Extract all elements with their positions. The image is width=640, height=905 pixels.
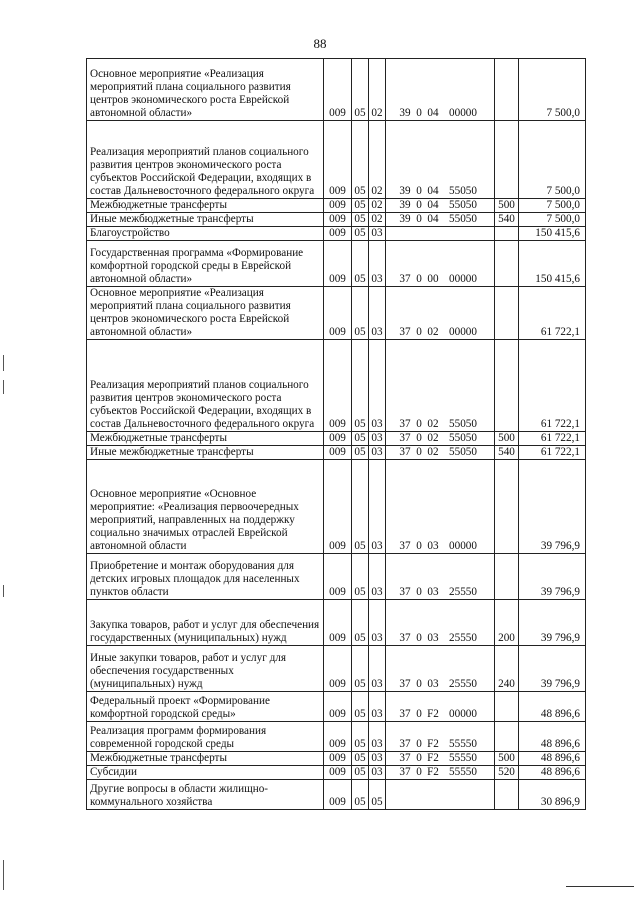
subsection-code-cell: 03 <box>369 646 386 692</box>
target-code-part: 0 <box>416 632 422 644</box>
target-code-cell <box>386 446 495 460</box>
amount-cell: 7 500,0 <box>519 213 586 227</box>
ministry-code-cell: 009 <box>324 121 352 199</box>
row-name-cell: Закупка товаров, работ и услуг для обеспечения государственных (муниципальных) нужд <box>87 600 324 646</box>
section-code-cell: 05 <box>352 227 369 241</box>
target-code-part: 04 <box>427 213 439 225</box>
expense-type-cell <box>495 287 519 340</box>
section-code-cell: 05 <box>352 241 369 287</box>
target-code-cell <box>386 199 495 213</box>
target-code-part: 02 <box>427 432 439 444</box>
table-row <box>87 766 586 780</box>
table-row <box>87 213 586 227</box>
subsection-code-cell: 05 <box>369 780 386 810</box>
amount-cell: 7 500,0 <box>519 199 586 213</box>
expense-type-cell <box>495 692 519 722</box>
ministry-code-cell: 009 <box>324 722 352 752</box>
ministry-code-cell: 009 <box>324 227 352 241</box>
table-row <box>87 121 586 199</box>
target-code-part: 0 <box>416 418 422 430</box>
ministry-code-cell: 009 <box>324 446 352 460</box>
target-code-part: 0 <box>416 540 422 552</box>
target-code-part: 37 <box>399 752 411 764</box>
row-name-cell: Другие вопросы в области жилищно-коммунального хозяйства <box>87 780 324 810</box>
scan-margin-mark <box>3 585 4 597</box>
subsection-code-cell: 03 <box>369 722 386 752</box>
target-code-part: F2 <box>427 708 439 720</box>
target-code-cell <box>386 213 495 227</box>
target-code-part: 39 <box>399 185 411 197</box>
expense-type-cell <box>495 241 519 287</box>
target-code-part: 02 <box>427 326 439 338</box>
amount-cell: 30 896,9 <box>519 780 586 810</box>
row-name-cell: Основное мероприятие «Реализация мероприятий плана социального развития центров экономического роста Еврейской автономной области» <box>87 59 324 121</box>
target-code-part: 37 <box>399 432 411 444</box>
target-code-part: 37 <box>399 678 411 690</box>
target-code-cell <box>386 554 495 600</box>
target-code-cell <box>386 121 495 199</box>
target-code-part: 55050 <box>449 418 477 430</box>
section-code-cell: 05 <box>352 554 369 600</box>
target-code-cell <box>386 432 495 446</box>
table-row <box>87 692 586 722</box>
expense-type-cell <box>495 340 519 432</box>
amount-cell: 61 722,1 <box>519 340 586 432</box>
target-code-part: 0 <box>416 185 422 197</box>
amount-cell: 48 896,6 <box>519 692 586 722</box>
amount-cell: 39 796,9 <box>519 554 586 600</box>
target-code-part: 0 <box>416 678 422 690</box>
target-code-part: 37 <box>399 708 411 720</box>
target-code-part: 00000 <box>449 540 477 552</box>
ministry-code-cell: 009 <box>324 432 352 446</box>
table-row <box>87 340 586 432</box>
amount-cell: 61 722,1 <box>519 287 586 340</box>
target-code-part: 37 <box>399 632 411 644</box>
target-code-cell <box>386 287 495 340</box>
target-code-cell <box>386 646 495 692</box>
section-code-cell: 05 <box>352 600 369 646</box>
expense-type-cell: 520 <box>495 766 519 780</box>
target-code-part: 04 <box>427 185 439 197</box>
target-code-part: 00 <box>427 273 439 285</box>
table-row <box>87 446 586 460</box>
expense-type-cell: 500 <box>495 432 519 446</box>
row-name-cell: Иные межбюджетные трансферты <box>87 446 324 460</box>
subsection-code-cell: 02 <box>369 199 386 213</box>
section-code-cell: 05 <box>352 121 369 199</box>
target-code-part: 0 <box>416 273 422 285</box>
subsection-code-cell: 03 <box>369 241 386 287</box>
section-code-cell: 05 <box>352 446 369 460</box>
row-name-cell: Иные закупки товаров, работ и услуг для обеспечения государственных (муниципальных) нужд <box>87 646 324 692</box>
table-row <box>87 227 586 241</box>
ministry-code-cell: 009 <box>324 199 352 213</box>
section-code-cell: 05 <box>352 199 369 213</box>
subsection-code-cell: 03 <box>369 554 386 600</box>
target-code-part: 0 <box>416 213 422 225</box>
table-row <box>87 287 586 340</box>
table-row <box>87 780 586 810</box>
target-code-cell <box>386 460 495 554</box>
subsection-code-cell: 03 <box>369 460 386 554</box>
subsection-code-cell: 03 <box>369 432 386 446</box>
table-row <box>87 752 586 766</box>
expense-type-cell: 540 <box>495 213 519 227</box>
target-code-part: 55050 <box>449 185 477 197</box>
amount-cell: 39 796,9 <box>519 600 586 646</box>
row-name-cell: Межбюджетные трансферты <box>87 199 324 213</box>
target-code-part: 0 <box>416 752 422 764</box>
target-code-part: 37 <box>399 586 411 598</box>
target-code-part: 39 <box>399 107 411 119</box>
amount-cell: 61 722,1 <box>519 446 586 460</box>
amount-cell: 150 415,6 <box>519 227 586 241</box>
target-code-part: 0 <box>416 432 422 444</box>
row-name-cell: Субсидии <box>87 766 324 780</box>
target-code-part: 55050 <box>449 213 477 225</box>
scan-margin-mark <box>3 860 4 890</box>
section-code-cell: 05 <box>352 752 369 766</box>
table-row <box>87 722 586 752</box>
table-row <box>87 600 586 646</box>
row-name-cell: Реализация программ формирования современной городской среды <box>87 722 324 752</box>
row-name-cell: Реализация мероприятий планов социального развития центров экономического роста субъектов Российской Федерации, входящих в состав Дальневосточного федерального округа <box>87 121 324 199</box>
target-code-part: 0 <box>416 586 422 598</box>
target-code-part: 55050 <box>449 432 477 444</box>
target-code-part: 0 <box>416 738 422 750</box>
expense-type-cell <box>495 59 519 121</box>
budget-table <box>86 58 586 810</box>
expense-type-cell <box>495 722 519 752</box>
amount-cell: 39 796,9 <box>519 646 586 692</box>
ministry-code-cell: 009 <box>324 766 352 780</box>
target-code-part: 02 <box>427 446 439 458</box>
ministry-code-cell: 009 <box>324 460 352 554</box>
section-code-cell: 05 <box>352 692 369 722</box>
target-code-part: 03 <box>427 632 439 644</box>
target-code-part: 03 <box>427 586 439 598</box>
expense-type-cell <box>495 121 519 199</box>
row-name-cell: Благоустройство <box>87 227 324 241</box>
expense-type-cell <box>495 227 519 241</box>
expense-type-cell: 240 <box>495 646 519 692</box>
subsection-code-cell: 02 <box>369 59 386 121</box>
table-row <box>87 460 586 554</box>
target-code-part: F2 <box>427 766 439 778</box>
row-name-cell: Межбюджетные трансферты <box>87 752 324 766</box>
target-code-part: 04 <box>427 107 439 119</box>
ministry-code-cell: 009 <box>324 287 352 340</box>
target-code-part: 55050 <box>449 446 477 458</box>
target-code-part: 04 <box>427 199 439 211</box>
subsection-code-cell: 03 <box>369 752 386 766</box>
row-name-cell: Основное мероприятие «Реализация мероприятий плана социального развития центров экономического роста Еврейской автономной области» <box>87 287 324 340</box>
section-code-cell: 05 <box>352 766 369 780</box>
table-row <box>87 554 586 600</box>
target-code-part: 37 <box>399 766 411 778</box>
ministry-code-cell: 009 <box>324 692 352 722</box>
amount-cell: 39 796,9 <box>519 460 586 554</box>
target-code-part: 0 <box>416 199 422 211</box>
target-code-part: 0 <box>416 766 422 778</box>
ministry-code-cell: 009 <box>324 213 352 227</box>
section-code-cell: 05 <box>352 460 369 554</box>
table-row <box>87 432 586 446</box>
table-row <box>87 59 586 121</box>
ministry-code-cell: 009 <box>324 752 352 766</box>
expense-type-cell <box>495 460 519 554</box>
amount-cell: 61 722,1 <box>519 432 586 446</box>
target-code-part: 37 <box>399 418 411 430</box>
row-name-cell: Федеральный проект «Формирование комфортной городской среды» <box>87 692 324 722</box>
target-code-cell <box>386 692 495 722</box>
row-name-cell: Реализация мероприятий планов социального развития центров экономического роста субъектов Российской Федерации, входящих в состав Дальневосточного федерального округа <box>87 340 324 432</box>
target-code-part: 0 <box>416 708 422 720</box>
amount-cell: 48 896,6 <box>519 766 586 780</box>
target-code-part: 37 <box>399 326 411 338</box>
expense-type-cell: 540 <box>495 446 519 460</box>
target-code-cell <box>386 340 495 432</box>
section-code-cell: 05 <box>352 287 369 340</box>
subsection-code-cell: 03 <box>369 692 386 722</box>
ministry-code-cell: 009 <box>324 780 352 810</box>
amount-cell: 7 500,0 <box>519 121 586 199</box>
subsection-code-cell: 03 <box>369 600 386 646</box>
target-code-part: 0 <box>416 326 422 338</box>
target-code-part: 37 <box>399 540 411 552</box>
target-code-part: 37 <box>399 738 411 750</box>
row-name-cell: Иные межбюджетные трансферты <box>87 213 324 227</box>
table-row <box>87 241 586 287</box>
target-code-part: 55550 <box>449 766 477 778</box>
section-code-cell: 05 <box>352 646 369 692</box>
row-name-cell: Межбюджетные трансферты <box>87 432 324 446</box>
target-code-part: F2 <box>427 738 439 750</box>
subsection-code-cell: 03 <box>369 227 386 241</box>
row-name-cell: Государственная программа «Формирование комфортной городской среды в Еврейской автономной области» <box>87 241 324 287</box>
target-code-part: 55550 <box>449 752 477 764</box>
target-code-part: 39 <box>399 199 411 211</box>
target-code-part: 37 <box>399 446 411 458</box>
row-name-cell: Основное мероприятие «Основное мероприятие: «Реализация первоочередных мероприятий, направленных на поддержку социально значимых отраслей Еврейской автономной области <box>87 460 324 554</box>
target-code-part: 00000 <box>449 708 477 720</box>
target-code-part: 00000 <box>449 326 477 338</box>
target-code-part: 39 <box>399 213 411 225</box>
amount-cell: 48 896,6 <box>519 752 586 766</box>
target-code-cell <box>386 227 495 241</box>
ministry-code-cell: 009 <box>324 59 352 121</box>
target-code-part: 0 <box>416 107 422 119</box>
target-code-part: F2 <box>427 752 439 764</box>
target-code-cell <box>386 241 495 287</box>
amount-cell: 150 415,6 <box>519 241 586 287</box>
target-code-part: 03 <box>427 540 439 552</box>
budget-table-body <box>87 59 586 810</box>
scan-margin-mark <box>3 380 4 394</box>
subsection-code-cell: 02 <box>369 121 386 199</box>
target-code-part: 37 <box>399 273 411 285</box>
section-code-cell: 05 <box>352 213 369 227</box>
table-row <box>87 199 586 213</box>
page-number: 88 <box>313 36 327 51</box>
target-code-part: 55050 <box>449 199 477 211</box>
ministry-code-cell: 009 <box>324 600 352 646</box>
target-code-cell <box>386 600 495 646</box>
target-code-part: 25550 <box>449 632 477 644</box>
budget-table-wrapper <box>86 58 585 810</box>
target-code-cell <box>386 752 495 766</box>
target-code-cell <box>386 722 495 752</box>
subsection-code-cell: 02 <box>369 213 386 227</box>
target-code-part: 25550 <box>449 586 477 598</box>
amount-cell: 48 896,6 <box>519 722 586 752</box>
target-code-cell <box>386 766 495 780</box>
ministry-code-cell: 009 <box>324 241 352 287</box>
ministry-code-cell: 009 <box>324 340 352 432</box>
subsection-code-cell: 03 <box>369 766 386 780</box>
target-code-part: 55550 <box>449 738 477 750</box>
section-code-cell: 05 <box>352 59 369 121</box>
ministry-code-cell: 009 <box>324 646 352 692</box>
target-code-part: 02 <box>427 418 439 430</box>
target-code-part: 25550 <box>449 678 477 690</box>
subsection-code-cell: 03 <box>369 446 386 460</box>
section-code-cell: 05 <box>352 340 369 432</box>
amount-cell: 7 500,0 <box>519 59 586 121</box>
subsection-code-cell: 03 <box>369 287 386 340</box>
scan-margin-mark <box>3 355 4 371</box>
footer-rule <box>566 886 634 887</box>
target-code-cell <box>386 780 495 810</box>
expense-type-cell: 500 <box>495 752 519 766</box>
section-code-cell: 05 <box>352 780 369 810</box>
target-code-part: 00000 <box>449 107 477 119</box>
row-name-cell: Приобретение и монтаж оборудования для детских игровых площадок для населенных пунктов области <box>87 554 324 600</box>
target-code-cell <box>386 59 495 121</box>
target-code-part: 0 <box>416 446 422 458</box>
ministry-code-cell: 009 <box>324 554 352 600</box>
subsection-code-cell: 03 <box>369 340 386 432</box>
expense-type-cell: 200 <box>495 600 519 646</box>
target-code-part: 00000 <box>449 273 477 285</box>
section-code-cell: 05 <box>352 722 369 752</box>
target-code-part: 03 <box>427 678 439 690</box>
section-code-cell: 05 <box>352 432 369 446</box>
table-row <box>87 646 586 692</box>
expense-type-cell: 500 <box>495 199 519 213</box>
expense-type-cell <box>495 780 519 810</box>
expense-type-cell <box>495 554 519 600</box>
